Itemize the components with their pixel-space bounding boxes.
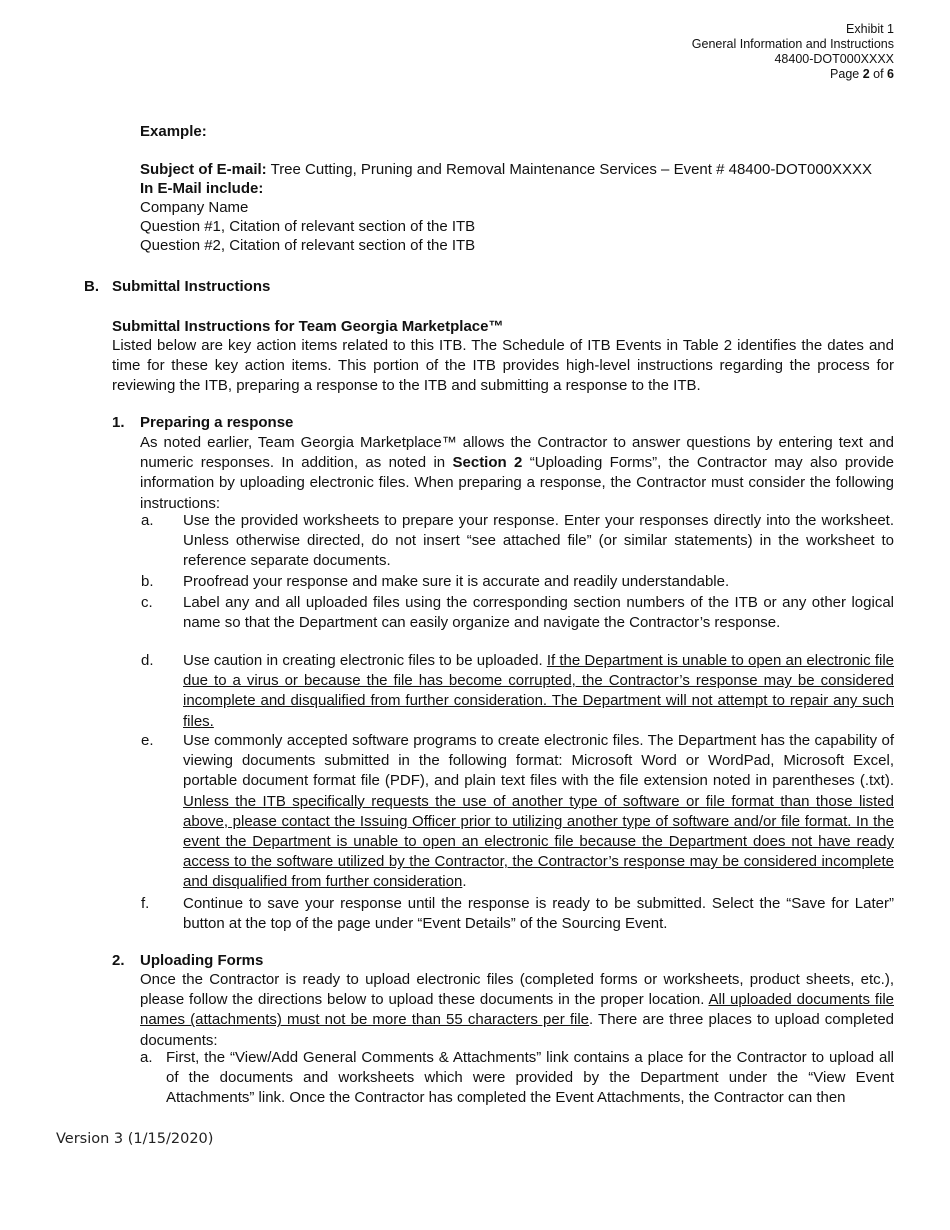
- list-item-c: c. Label any and all uploaded files using the corresponding section numbers of the ITB or any other logical name so that the Department can easily organize and navigate the Contractor’s response.: [141, 594, 894, 632]
- list-marker: e.: [141, 732, 154, 749]
- section-b-number: B.: [84, 278, 99, 295]
- section-b-title: Submittal Instructions: [112, 278, 271, 295]
- email-include-label: In E-Mail include:: [140, 180, 264, 197]
- example-label: Example:: [140, 123, 207, 140]
- list-marker: a.: [141, 512, 154, 529]
- version-footer: Version 3 (1/15/2020): [56, 1131, 214, 1147]
- page-indicator: Page 2 of 6: [830, 67, 894, 81]
- sub1-title: Preparing a response: [140, 414, 294, 431]
- list-item-d: d. Use caution in creating electronic files to be uploaded. If the Department is unable to open an electronic file due to a virus or because the file has become corrupted, the Contractor’s response may be considered incomplete and disqualified from further consideration. The Department will not attempt to repair any such files.: [141, 652, 894, 730]
- list-marker: d.: [141, 652, 154, 669]
- email-subject-line: Subject of E-mail: Tree Cutting, Pruning and Removal Maintenance Services – Event # 48400-DOT000XXXX: [140, 161, 873, 178]
- list-item-b: b. Proofread your response and make sure it is accurate and readily understandable.: [183, 572, 894, 592]
- sub2-number: 2.: [112, 952, 125, 969]
- sub2-intro: Once the Contractor is ready to upload electronic files (completed forms or worksheets, product sheets, etc.), please follow the directions below to upload these documents in the proper location. All uploaded documents file names (attachments) must not be more than 55 characters per file. There are three places to upload completed documents:: [140, 971, 895, 1049]
- list-marker: f.: [141, 895, 150, 912]
- example-line: Question #2, Citation of relevant section of the ITB: [140, 237, 476, 254]
- page-header: [692, 22, 894, 82]
- list-item-e: e. Use commonly accepted software programs to create electronic files. The Department has the capability of viewing documents submitted in the following format: Microsoft Word or WordPad, Microsoft Excel, portable document format file (PDF), and plain text files with the file extension noted in parentheses (.txt). Unless the ITB specifically requests the use of another type of software or file format than those listed above, please contact the Issuing Officer prior to utilizing another type of software and/or file format. In the event the Department is unable to open an electronic file because the Department does not have ready access to the software utilized by the Contractor, the Contractor’s response may be considered incomplete and disqualified from further consideration.: [141, 732, 894, 891]
- sub2-list-item-a: a. First, the “View/Add General Comments & Attachments” link contains a place for the Contractor to upload all of the documents and worksheets which were provided by the Department under the “View Event Attachments” link. Once the Contractor has completed the Event Attachments, the Contractor can then: [140, 1049, 894, 1107]
- list-marker: c.: [141, 594, 153, 611]
- list-marker: b.: [141, 573, 154, 590]
- list-marker: a.: [140, 1049, 153, 1066]
- example-line: Question #1, Citation of relevant section of the ITB: [140, 218, 476, 235]
- sub1-intro: As noted earlier, Team Georgia Marketplace™ allows the Contractor to answer questions by entering text and numeric responses. In addition, as noted in Section 2 “Uploading Forms”, the Contractor may also provide information by uploading electronic files. When preparing a response, the Contractor must consider the following instructions:: [140, 434, 895, 512]
- sub2-title: Uploading Forms: [140, 952, 264, 969]
- exhibit-title: General Information and Instructions: [691, 37, 894, 51]
- event-number: 48400-DOT000XXXX: [774, 52, 894, 66]
- list-item-f: f. Continue to save your response until the response is ready to be submitted. Select the “Save for Later” button at the top of the page under “Event Details” of the Sourcing Event.: [141, 895, 894, 933]
- list-item-a: a. Use the provided worksheets to prepare your response. Enter your responses directly into the worksheet. Unless otherwise directed, do not insert “see attached file” (or similar statements) in the worksheet to reference separate documents.: [141, 512, 894, 570]
- sub1-number: 1.: [112, 414, 125, 431]
- exhibit-label: Exhibit 1: [846, 22, 894, 36]
- submittal-subheading: Submittal Instructions for Team Georgia Marketplace™: [112, 318, 504, 335]
- example-line: Company Name: [140, 199, 249, 216]
- submittal-intro: Listed below are key action items related to this ITB. The Schedule of ITB Events in Table 2 identifies the dates and time for these key action items. This portion of the ITB provides high-level instructions regarding the process for reviewing the ITB, preparing a response to the ITB and submitting a response to the ITB.: [112, 337, 894, 395]
